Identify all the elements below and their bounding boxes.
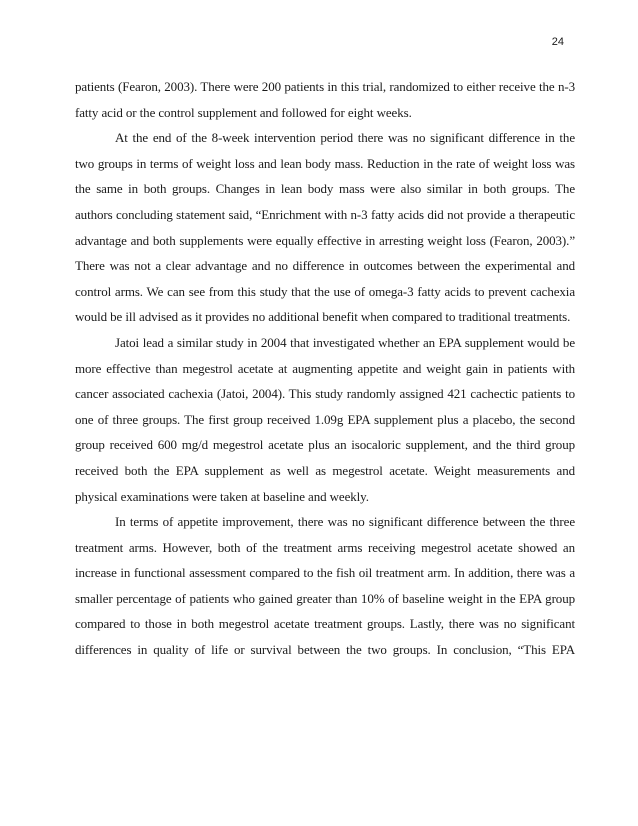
text-line: increase in functional assessment compared to the fish oil treatment arm. In addition, there was a: [75, 565, 575, 581]
page-number: 24: [551, 36, 564, 48]
text-line: In terms of appetite improvement, there was no significant difference between the three: [115, 514, 575, 530]
text-line: two groups in terms of weight loss and lean body mass. Reduction in the rate of weight loss was: [75, 155, 575, 171]
text-line: one of three groups. The first group received 1.09g EPA supplement plus a placebo, the second: [75, 411, 575, 427]
text-line: fatty acid or the control supplement and followed for eight weeks.: [75, 104, 412, 120]
text-line: There was not a clear advantage and no difference in outcomes between the experimental and: [75, 258, 575, 274]
text-line: At the end of the 8-week intervention period there was no significant difference in the: [115, 130, 575, 146]
text-line: would be ill advised as it provides no additional benefit when compared to traditional treatments.: [75, 309, 571, 325]
text-line: smaller percentage of patients who gained greater than 10% of baseline weight in the EPA group: [75, 590, 575, 606]
text-line: advantage and both supplements were equally effective in arresting weight loss (Fearon, 2003).”: [75, 232, 575, 248]
text-line: physical examinations were taken at baseline and weekly.: [75, 488, 369, 504]
text-line: group received 600 mg/d megestrol acetate plus an isocaloric supplement, and the third group: [75, 437, 575, 453]
text-line: more effective than megestrol acetate at augmenting appetite and weight gain in patients with: [75, 360, 575, 376]
text-line: treatment arms. However, both of the treatment arms receiving megestrol acetate showed an: [75, 539, 575, 555]
text-line: Jatoi lead a similar study in 2004 that investigated whether an EPA supplement would be: [115, 334, 575, 350]
text-line: the same in both groups. Changes in lean body mass were also similar in both groups. The: [75, 181, 575, 197]
text-line: control arms. We can see from this study that the use of omega-3 fatty acids to prevent cachexia: [75, 283, 575, 299]
text-line: compared to those in both megestrol acetate treatment groups. Lastly, there was no significant: [75, 616, 575, 632]
text-line: received both the EPA supplement as well as megestrol acetate. Weight measurements and: [75, 462, 575, 478]
body-text: [75, 74, 575, 663]
text-line: authors concluding statement said, “Enrichment with n-3 fatty acids did not provide a therapeutic: [75, 206, 575, 222]
text-line: patients (Fearon, 2003). There were 200 patients in this trial, randomized to either receive the n-3: [75, 79, 575, 94]
text-line: cancer associated cachexia (Jatoi, 2004). This study randomly assigned 421 cachectic patients to: [75, 386, 575, 402]
text-line: differences in quality of life or survival between the two groups. In conclusion, “This EPA: [75, 642, 575, 658]
